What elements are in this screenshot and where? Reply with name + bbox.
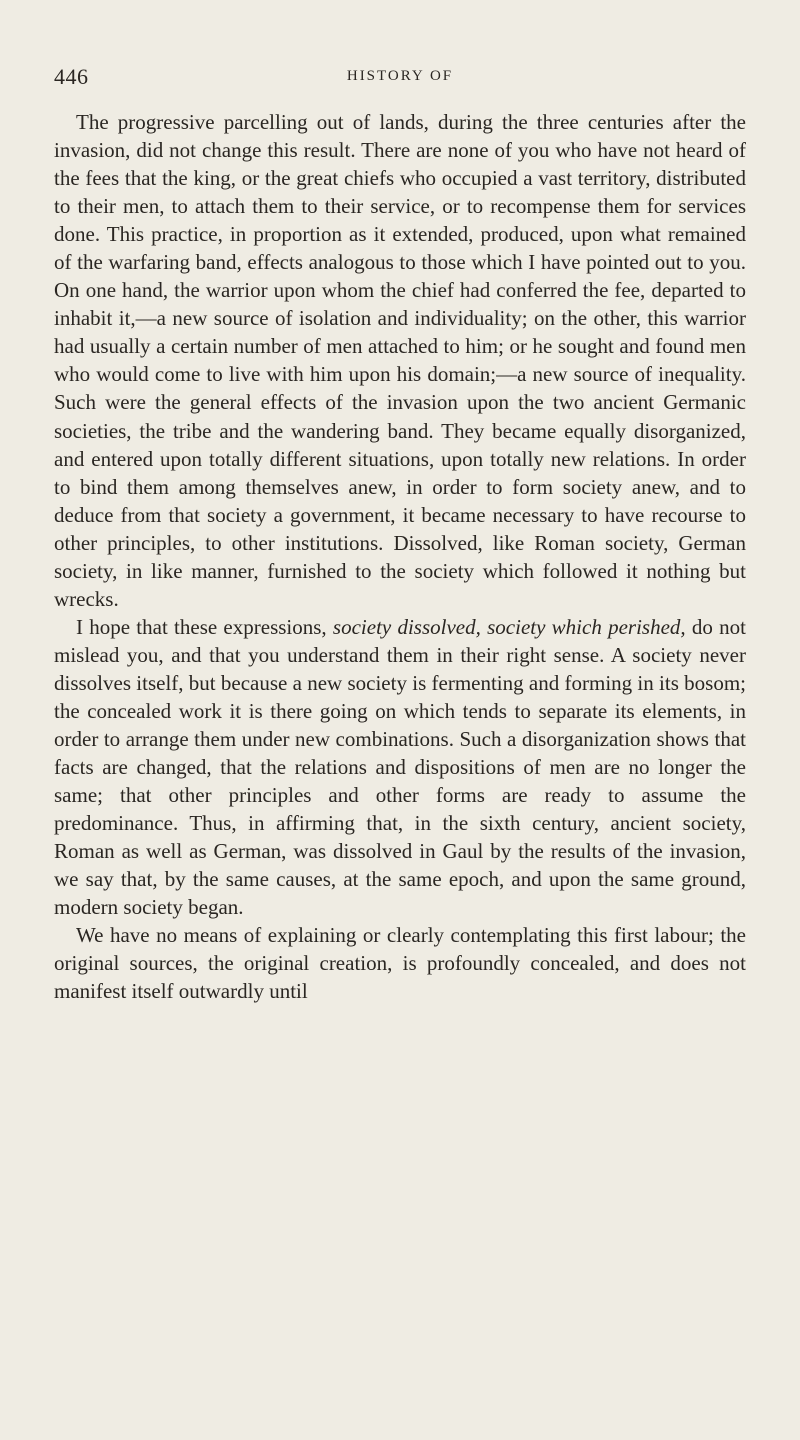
paragraph-2-start: I hope that these expressions, [76, 614, 333, 639]
running-head [54, 64, 746, 94]
italic-phrase: society dissolved, society which perished, [332, 614, 686, 639]
paragraph-1: The progressive parcelling out of lands, during the three centuries after the invasion, did not change this result. There are none of you who have not heard of the fees that the king, or the great chiefs who occupied a vast territory, distributed to their men, to attach them to their service, or to recompense them for services done. This practice, in proportion as it extended, produced, upon what remained of the warfaring band, effects analogous to those which I have pointed out to you. On one hand, the warrior upon whom the chief had conferred the fee, departed to inhabit it,—a new source of isolation and individuality; on the other, this warrior had usually a certain number of men attached to him; or he sought and found men who would come to live with him upon his domain;—a new source of inequality. Such were the general effects of the invasion upon the two ancient Germanic societies, the tribe and the wandering band. They became equally disorganized, and entered upon totally different situations, upon totally new relations. In order to bind them among themselves anew, in order to form society anew, and to deduce from that society a government, it became necessary to have recourse to other principles, to other institutions. Dissolved, like Roman society, German society, in like manner, furnished to the society which followed it nothing but wrecks. [54, 110, 746, 611]
page-number: 446 [54, 64, 89, 89]
running-title: HISTORY OF [346, 68, 454, 84]
paragraph-2-rest: do not mislead you, and that you understand them in their right sense. A society never dissolves itself, but because a new society is fermenting and forming in its bosom; the concealed work it is there going on which tends to separate its elements, in order to arrange them under new combinations. Such a disorganization shows that facts are changed, that the relations and dispositions of men are no longer the same; that other principles and other forms are ready to assume the predominance. Thus, in affirming that, in the sixth century, ancient society, Roman as well as German, was dissolved in Gaul by the results of the invasion, we say that, by the same causes, at the same epoch, and upon the same ground, modern society began. [54, 614, 746, 920]
paragraph-3: We have no means of explaining or clearly contemplating this first labour; the original sources, the original creation, is profoundly concealed, and does not manifest itself outwardly until [54, 923, 746, 1004]
body-text [54, 108, 746, 1006]
paragraph-2 [54, 613, 746, 922]
